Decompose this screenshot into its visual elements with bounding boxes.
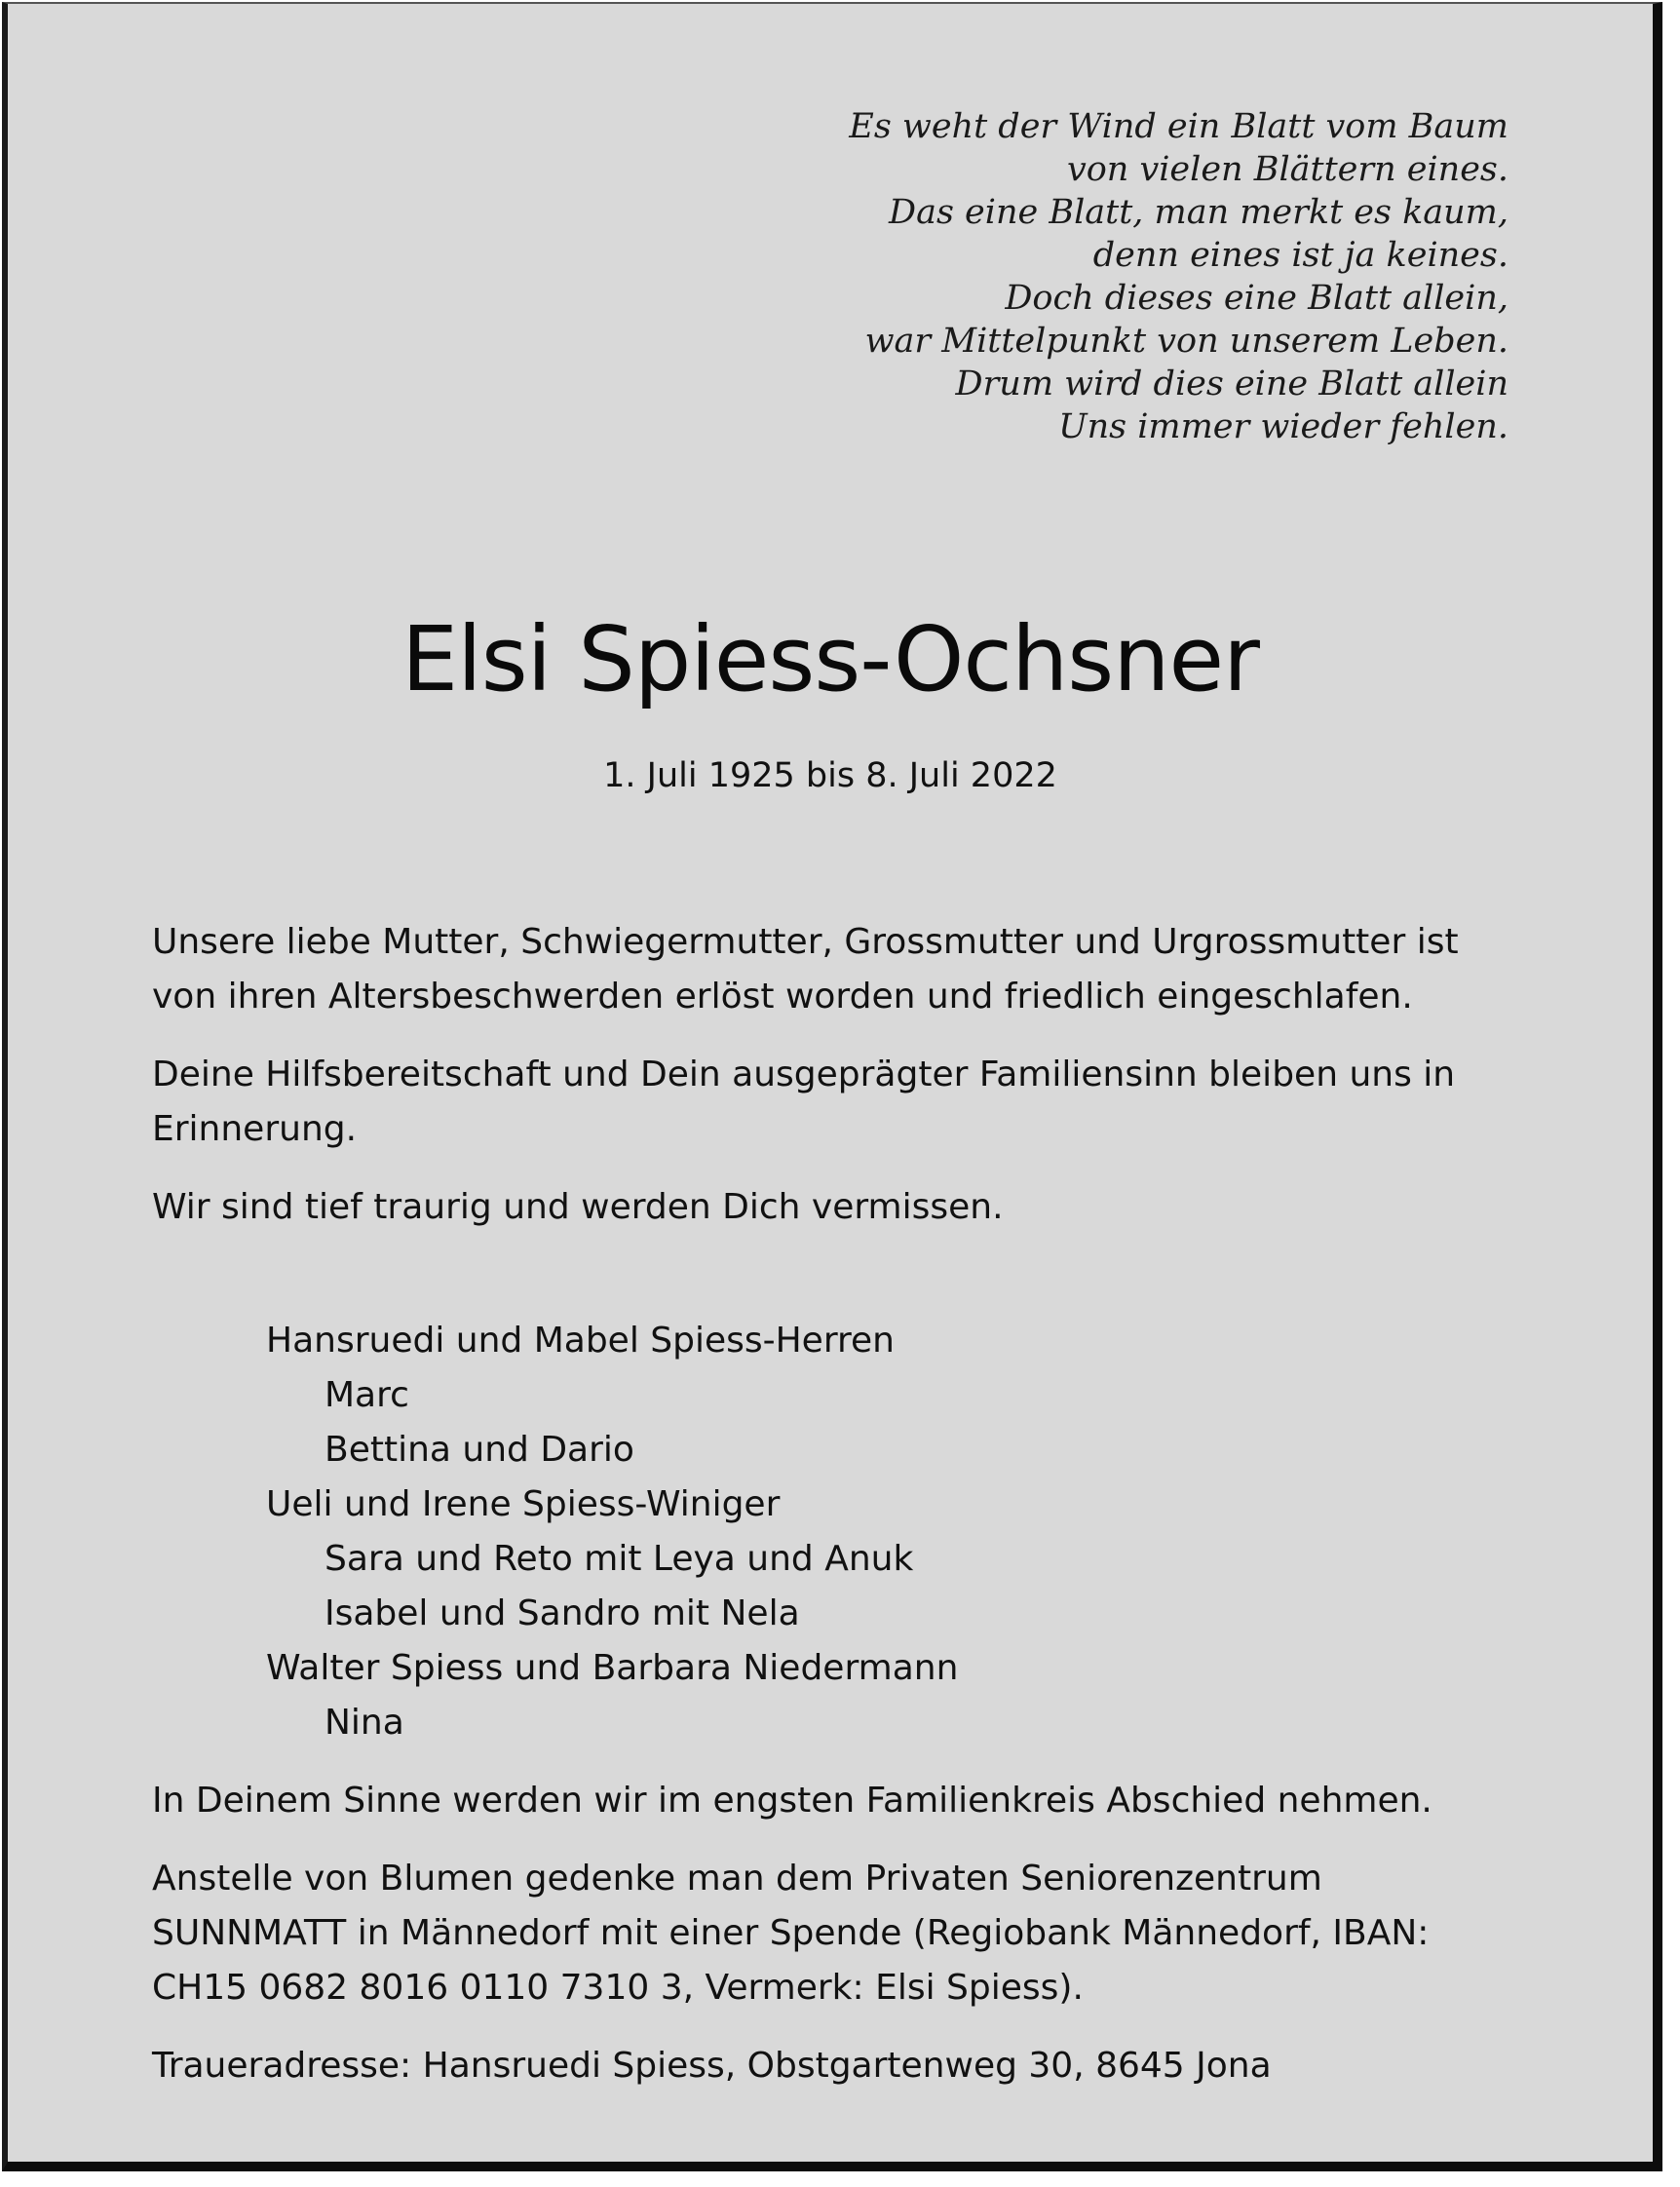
poem-line: Uns immer wieder fehlen. <box>1058 407 1508 446</box>
donation-line-1: Anstelle von Blumen gedenke man dem Privaten Seniorenzentrum <box>152 1859 1322 1899</box>
poem-line: Drum wird dies eine Blatt allein <box>955 364 1508 403</box>
poem <box>849 105 1508 448</box>
poem-line: von vielen Blättern eines. <box>1066 150 1508 189</box>
family-list <box>266 1314 958 1750</box>
family-parent: Walter Spiess und Barbara Niedermann <box>266 1648 959 1688</box>
intro-text <box>152 915 1575 1235</box>
family-parent: Ueli und Irene Spiess-Winiger <box>266 1484 781 1524</box>
family-child: Sara und Reto mit Leya und Anuk <box>325 1539 914 1579</box>
closing-text <box>152 1774 1575 2093</box>
intro-paragraph-3: Wir sind tief traurig und werden Dich vermissen. <box>152 1187 1004 1227</box>
farewell-text: In Deinem Sinne werden wir im engsten Familienkreis Abschied nehmen. <box>152 1781 1432 1821</box>
poem-line: war Mittelpunkt von unserem Leben. <box>864 322 1508 361</box>
poem-line: Das eine Blatt, man merkt es kaum, <box>889 193 1508 232</box>
intro-paragraph-1-line-2: von ihren Altersbeschwerden erlöst worden und friedlich eingeschlafen. <box>152 977 1413 1017</box>
family-child: Isabel und Sandro mit Nela <box>325 1593 800 1633</box>
life-dates: 1. Juli 1925 bis 8. Juli 2022 <box>603 756 1057 795</box>
deceased-name: Elsi Spiess-Ochsner <box>401 607 1259 711</box>
intro-paragraph-1-line-1: Unsere liebe Mutter, Schwiegermutter, Grossmutter und Urgrossmutter ist <box>152 922 1459 962</box>
poem-line: denn eines ist ja keines. <box>1092 236 1508 275</box>
family-parent: Hansruedi und Mabel Spiess-Herren <box>266 1321 895 1361</box>
family-child: Marc <box>325 1375 409 1415</box>
intro-paragraph-2-line-1: Deine Hilfsbereitschaft und Dein ausgeprägter Familiensinn bleiben uns in <box>152 1055 1456 1094</box>
mourning-address: Traueradresse: Hansruedi Spiess, Obstgartenweg 30, 8645 Jona <box>152 2046 1272 2086</box>
intro-paragraph-2-line-2: Erinnerung. <box>152 1109 358 1149</box>
poem-line: Es weht der Wind ein Blatt vom Baum <box>849 107 1508 146</box>
donation-line-3: CH15 0682 8016 0110 7310 3, Vermerk: Elsi Spiess). <box>152 1968 1084 2008</box>
obituary-card <box>2 2 1662 2171</box>
donation-line-2: SUNNMATT in Männedorf mit einer Spende (Regiobank Männedorf, IBAN: <box>152 1913 1430 1953</box>
family-child: Nina <box>325 1703 404 1743</box>
poem-line: Doch dieses eine Blatt allein, <box>1005 279 1508 318</box>
family-child: Bettina und Dario <box>325 1430 634 1470</box>
